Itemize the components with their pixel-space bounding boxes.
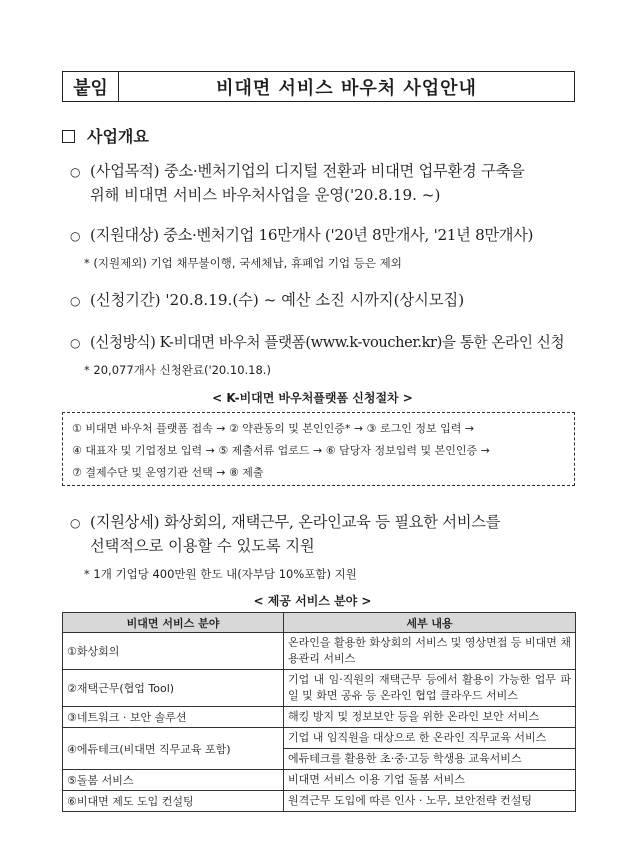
service-category: ②재택근무(협업 Tool) <box>63 670 284 707</box>
target-note: * (지원제외) 기업 채무불이행, 국세체납, 휴폐업 기업 등은 제외 <box>84 256 402 270</box>
attachment-tag: 붙임 <box>62 71 119 102</box>
service-detail: 기업 내 임직원을 대상으로 한 온라인 직무교육 서비스 <box>284 728 576 749</box>
procedure-line-1: ① 비대면 바우처 플랫폼 접속 → ② 약관동의 및 본인인증* → ③ 로그인 정보 입력 → <box>72 422 475 435</box>
square-bullet-icon <box>62 130 75 143</box>
detail-line-1: (지원상세) 화상회의, 재택근무, 온라인교육 등 필요한 서비스를 <box>90 513 501 531</box>
services-table <box>62 612 576 812</box>
service-category: ⑥비대면 제도 도입 컨설팅 <box>63 791 284 812</box>
service-category: ⑤돌봄 서비스 <box>63 770 284 791</box>
method-note: * 20,077개사 신청완료('20.10.18.) <box>84 363 271 377</box>
circle-bullet-icon: ○ <box>70 165 81 179</box>
target-line: (지원대상) 중소·벤처기업 16만개사 ('20년 8만개사, '21년 8만개사) <box>90 226 534 244</box>
service-detail: 원격근무 도입에 따른 인사 · 노무, 보안전략 컨설팅 <box>284 791 576 812</box>
section-heading <box>62 124 149 147</box>
table-row <box>63 633 576 670</box>
table-row <box>63 791 576 812</box>
service-detail: 비대면 서비스 이용 기업 돌봄 서비스 <box>284 770 576 791</box>
section-title: 사업개요 <box>87 127 149 146</box>
column-header-detail: 세부 내용 <box>284 613 576 633</box>
table-row <box>63 770 576 791</box>
service-category: ③네트워크 · 보안 솔루션 <box>63 707 284 728</box>
page-title: 비대면 서비스 바우처 사업안내 <box>118 71 575 102</box>
circle-bullet-icon: ○ <box>70 229 81 243</box>
circle-bullet-icon: ○ <box>70 294 81 308</box>
service-category: ①화상회의 <box>63 633 284 670</box>
procedure-line-3: ⑦ 결제수단 및 운영기관 선택 → ⑧ 제출 <box>72 466 264 479</box>
purpose-line-2: 위해 비대면 서비스 바우처사업을 운영('20.8.19. ~) <box>90 186 441 204</box>
service-category: ④에듀테크(비대면 직무교육 포함) <box>63 728 284 770</box>
procedure-line-2: ④ 대표자 및 기업정보 입력 → ⑤ 제출서류 업로드 → ⑥ 담당자 정보입력 및 본인인증 → <box>72 444 490 457</box>
purpose-line-1: (사업목적) 중소·벤처기업의 디지털 전환과 비대면 업무환경 구축을 <box>90 162 525 180</box>
table-header-row <box>63 613 576 633</box>
table-row <box>63 728 576 749</box>
service-detail: 기업 내 임·직원의 재택근무 등에서 활용이 가능한 업무 파일 및 화면 공유 등 온라인 협업 클라우드 서비스 <box>284 670 576 707</box>
service-detail-secondary: 에듀테크를 활용한 초·중·고등 학생용 교육서비스 <box>284 749 576 770</box>
detail-line-2: 선택적으로 이용할 수 있도록 지원 <box>90 537 315 555</box>
service-detail: 온라인을 활용한 화상회의 서비스 및 영상면접 등 비대면 채용관리 서비스 <box>284 633 576 670</box>
circle-bullet-icon: ○ <box>70 336 81 350</box>
period-line: (신청기간) '20.8.19.(수) ~ 예산 소진 시까지(상시모집) <box>90 291 465 309</box>
method-line: (신청방식) K-비대면 바우처 플랫폼(www.k-voucher.kr)을 통한 온라인 신청 <box>90 334 565 351</box>
table-row <box>63 707 576 728</box>
circle-bullet-icon: ○ <box>70 516 81 530</box>
procedure-title: < K-비대면 바우처플랫폼 신청절차 > <box>212 391 413 405</box>
column-header-category: 비대면 서비스 분야 <box>63 613 284 633</box>
services-title: < 제공 서비스 분야 > <box>253 594 372 608</box>
table-row <box>63 670 576 707</box>
detail-note: * 1개 기업당 400만원 한도 내(자부담 10%포함) 지원 <box>84 567 357 581</box>
service-detail: 해킹 방지 및 정보보안 등을 위한 온라인 보안 서비스 <box>284 707 576 728</box>
